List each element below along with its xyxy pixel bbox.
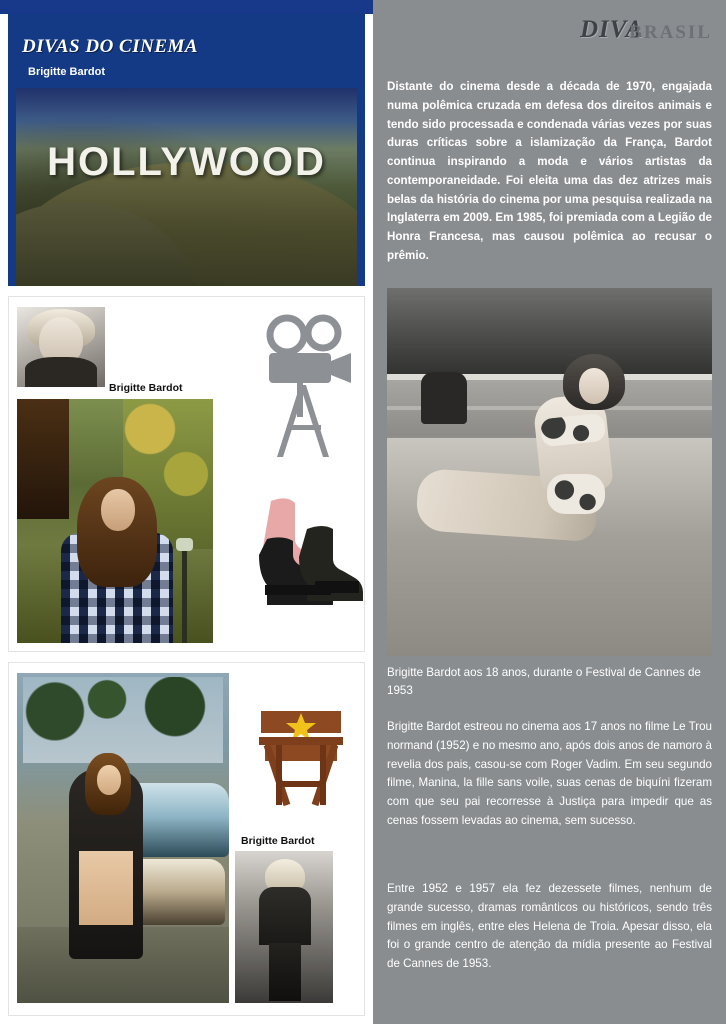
beach-bg-figure <box>421 372 467 424</box>
top-blue-bar <box>0 0 373 14</box>
collage-top-label: Brigitte Bardot <box>109 382 183 394</box>
right-column <box>373 0 726 1024</box>
masthead-word-diva: DIVA <box>579 16 644 43</box>
bardot-beach-photo <box>387 288 712 656</box>
masthead-logo <box>580 18 712 44</box>
collage-panel-top <box>8 296 365 652</box>
article-paragraph-3: Entre 1952 e 1957 ela fez dezessete filmes, nenhum de grande sucesso, dramas românticos ou históricos, sendo três filmes em inglês, entre eles Helena de Troia. Apesar disso, ela foi o grande centro de atenção da mídia presente ao Festival de Cannes de 1953. <box>387 882 712 971</box>
movie-camera-icon <box>257 313 357 463</box>
bw-photo-coat <box>259 887 311 945</box>
bardot-bw-photo <box>235 851 333 1003</box>
fashion-bg-trunk <box>17 399 69 519</box>
fashion-bg-lamp <box>176 538 193 551</box>
director-chair-icon <box>249 685 353 809</box>
street-bg-palms <box>23 677 223 763</box>
hollywood-sign-photo <box>16 88 357 286</box>
beach-model-bikini-bottom <box>547 474 605 514</box>
street-model-face <box>97 765 121 795</box>
collage-bottom-label: Brigitte Bardot <box>241 835 315 847</box>
fashion-look-photo <box>17 399 213 643</box>
hollywood-sign-text: HOLLYWOOD <box>47 140 326 184</box>
bw-photo-legs <box>269 943 301 1001</box>
street-model-skirt <box>79 851 133 925</box>
article-paragraph-2: Brigitte Bardot estreou no cinema aos 17 anos no filme Le Trou normand (1952) e no mesmo ano, após dois anos de namoro à revelia dos pais, casou-se com Roger Vadim. Em seu segundo filme, Manina, la fille sans voile, suas cenas de biquíni fizeram com que seu pai recorresse à Justiça para impedir que as cenas fossem levadas ao cinema, sem sucesso. <box>387 720 712 827</box>
beach-bg-sky <box>387 288 712 380</box>
street-look-photo <box>17 673 229 1003</box>
hero-panel <box>8 14 365 286</box>
fashion-bg-pole <box>182 547 187 643</box>
photo-caption: Brigitte Bardot aos 18 anos, durante o Festival de Cannes de 1953 <box>387 666 701 697</box>
ankle-boots-icon <box>237 489 365 609</box>
masthead-word-brasil: BRASIL <box>629 22 712 43</box>
article-paragraph-lead: Distante do cinema desde a década de 1970, engajada numa polêmica cruzada em defesa dos direitos animais e tendo sido processada e condenada várias vezes por suas duras críticas sobre a islamização da França, Bardot continua inspirando a moda e vários artistas da contemporaneidade. Foi eleita uma das dez atrizes mais belas da história do cinema por uma pesquisa realizada na Inglaterra em 2009. Em 1985, foi premiada com a Legião de Honra Francesa, mas causou polêmica ao recusar o prêmio. <box>387 80 712 263</box>
fashion-model-face <box>101 489 135 531</box>
page-title: DIVAS DO CINEMA <box>22 36 199 57</box>
portrait-body <box>25 357 97 387</box>
collage-panel-bottom <box>8 662 365 1016</box>
beach-model-face <box>579 368 609 404</box>
hero-subtitle: Brigitte Bardot <box>28 66 105 78</box>
bardot-portrait-photo <box>17 307 105 387</box>
